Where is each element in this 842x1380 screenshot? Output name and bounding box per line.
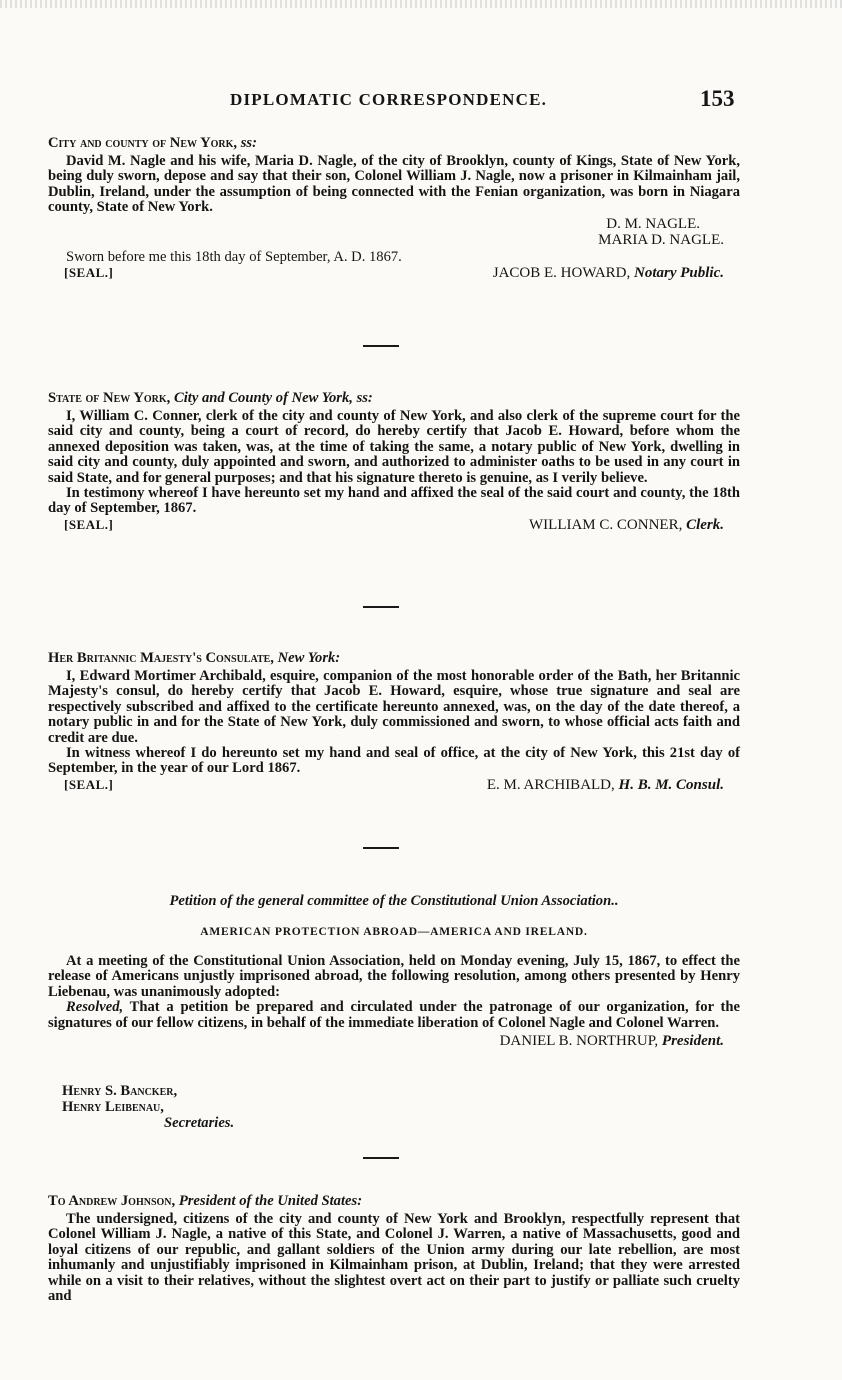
notary-signature-line — [48, 265, 740, 283]
petition-section — [48, 893, 740, 1049]
page-number: 153 — [700, 86, 735, 111]
top-edge-border — [0, 0, 842, 8]
clerk-caption: State of New York, City and County of New York, ss: — [48, 390, 373, 406]
resolution-paragraph: Resolved, That a petition be prepared and circulated under the patronage of our organization, for the signatures of our fellow citizens, in behalf of the immediate liberation of Colonel Nagle and Colonel Warren. — [48, 999, 740, 1031]
consul-paragraph-1: I, Edward Mortimer Archibald, esquire, companion of the most honorable order of the Bath, her Britannic Majesty's consul, do hereby certify that Jacob E. Howard, esquire, whose true signature and seal are respectively subscribed and affixed to the certificate hereunto annexed, was, on the day of the date thereof, a notary public in and for the State of New York, duly commissioned and sworn, to whose official acts faith and credit are due. — [48, 668, 740, 746]
signer-maria-nagle: MARIA D. NAGLE. — [598, 231, 724, 248]
section-divider — [363, 1157, 399, 1159]
affidavit-paragraph: David M. Nagle and his wife, Maria D. Nagle, of the city of Brooklyn, county of Kings, State of New York, being duly sworn, depose and say that their son, Colonel William J. Nagle, now a prisoner in Kilmainham jail, Dublin, Ireland, under the assumption of being connected with the Fenian organization, was born in Niagara county, State of New York. — [48, 153, 740, 216]
address-section — [48, 1193, 740, 1304]
secretaries-block — [62, 1083, 234, 1131]
section-divider — [363, 606, 399, 608]
affidavit-caption: City and county of New York, ss: — [48, 135, 257, 151]
section-divider — [363, 847, 399, 849]
consul-paragraph-2: In witness whereof I do hereunto set my hand and seal of office, at the city of New York, this 21st day of September, in the year of our Lord 1867. — [48, 745, 740, 777]
petition-title: Petition of the general committee of the Constitutional Union Association.. — [169, 893, 619, 909]
clerk-signature: WILLIAM C. CONNER, Clerk. — [529, 516, 724, 533]
consul-caption: Her Britannic Majesty's Consulate, New York: — [48, 650, 341, 666]
petition-subhead: AMERICAN PROTECTION ABROAD—AMERICA AND IRELAND. — [200, 926, 588, 938]
secretaries-label: Secretaries. — [164, 1115, 235, 1131]
meeting-paragraph: At a meeting of the Constitutional Union Association, held on Monday evening, July 15, 1867, to effect the release of Americans unjustly imprisoned abroad, the following resolution, among others presented by Henry Liebenau, was unanimously adopted: — [48, 953, 740, 1000]
section-divider — [363, 345, 399, 347]
consul-certificate-section — [48, 650, 740, 795]
clerk-certificate-section — [48, 390, 740, 535]
seal-mark: [SEAL.] — [64, 516, 114, 532]
page-header — [0, 86, 842, 116]
signer-dm-nagle: D. M. NAGLE. — [606, 215, 700, 232]
clerk-paragraph-2: In testimony whereof I have hereunto set my hand and affixed the seal of the said court and county, the 18th day of September, 1867. — [48, 485, 740, 517]
secretary-leibenau: Henry Leibenau, — [62, 1099, 164, 1115]
consul-signature: E. M. ARCHIBALD, H. B. M. Consul. — [486, 776, 724, 793]
address-paragraph: The undersigned, citizens of the city and county of New York and Brooklyn, respectfully represent that Colonel William J. Nagle, a native of this State, and Colonel J. Warren, a native of Massachusetts, good and loyal citizens of our republic, and gallant soldiers of the Union army during our late rebellion, are most inhumanly and unjustifiably imprisoned in Kilmainham prison, at Dublin, Ireland; that they were arrested while on a visit to their relatives, without the slightest overt act on their part to justify or palliate such cruelty and — [48, 1211, 740, 1305]
seal-mark: [SEAL.] — [64, 265, 114, 281]
affidavit-section — [48, 135, 740, 283]
notary-signature: JACOB E. HOWARD, Notary Public. — [492, 265, 724, 282]
clerk-signature-line — [48, 517, 740, 535]
running-head: DIPLOMATIC CORRESPONDENCE. — [230, 90, 548, 109]
address-caption: To Andrew Johnson, President of the United States: — [48, 1193, 363, 1209]
seal-mark: [SEAL.] — [64, 776, 114, 792]
consul-signature-line — [48, 777, 740, 795]
secretary-bancker: Henry S. Bancker, — [62, 1083, 178, 1099]
clerk-paragraph-1: I, William C. Conner, clerk of the city and county of New York, and also clerk of the supreme court for the said city and county, being a court of record, do hereby certify that Jacob E. Howard, before whom the annexed deposition was taken, was, at the time of taking the same, a notary public of New York, dwelling in said city and county, duly appointed and sworn, and authorized to administer oaths to be used in any court in said State, and for general purposes; and that his signature thereto is genuine, as I verily believe. — [48, 408, 740, 486]
president-signature: DANIEL B. NORTHRUP, President. — [499, 1033, 724, 1050]
sworn-statement: Sworn before me this 18th day of September, A. D. 1867. — [66, 248, 402, 265]
